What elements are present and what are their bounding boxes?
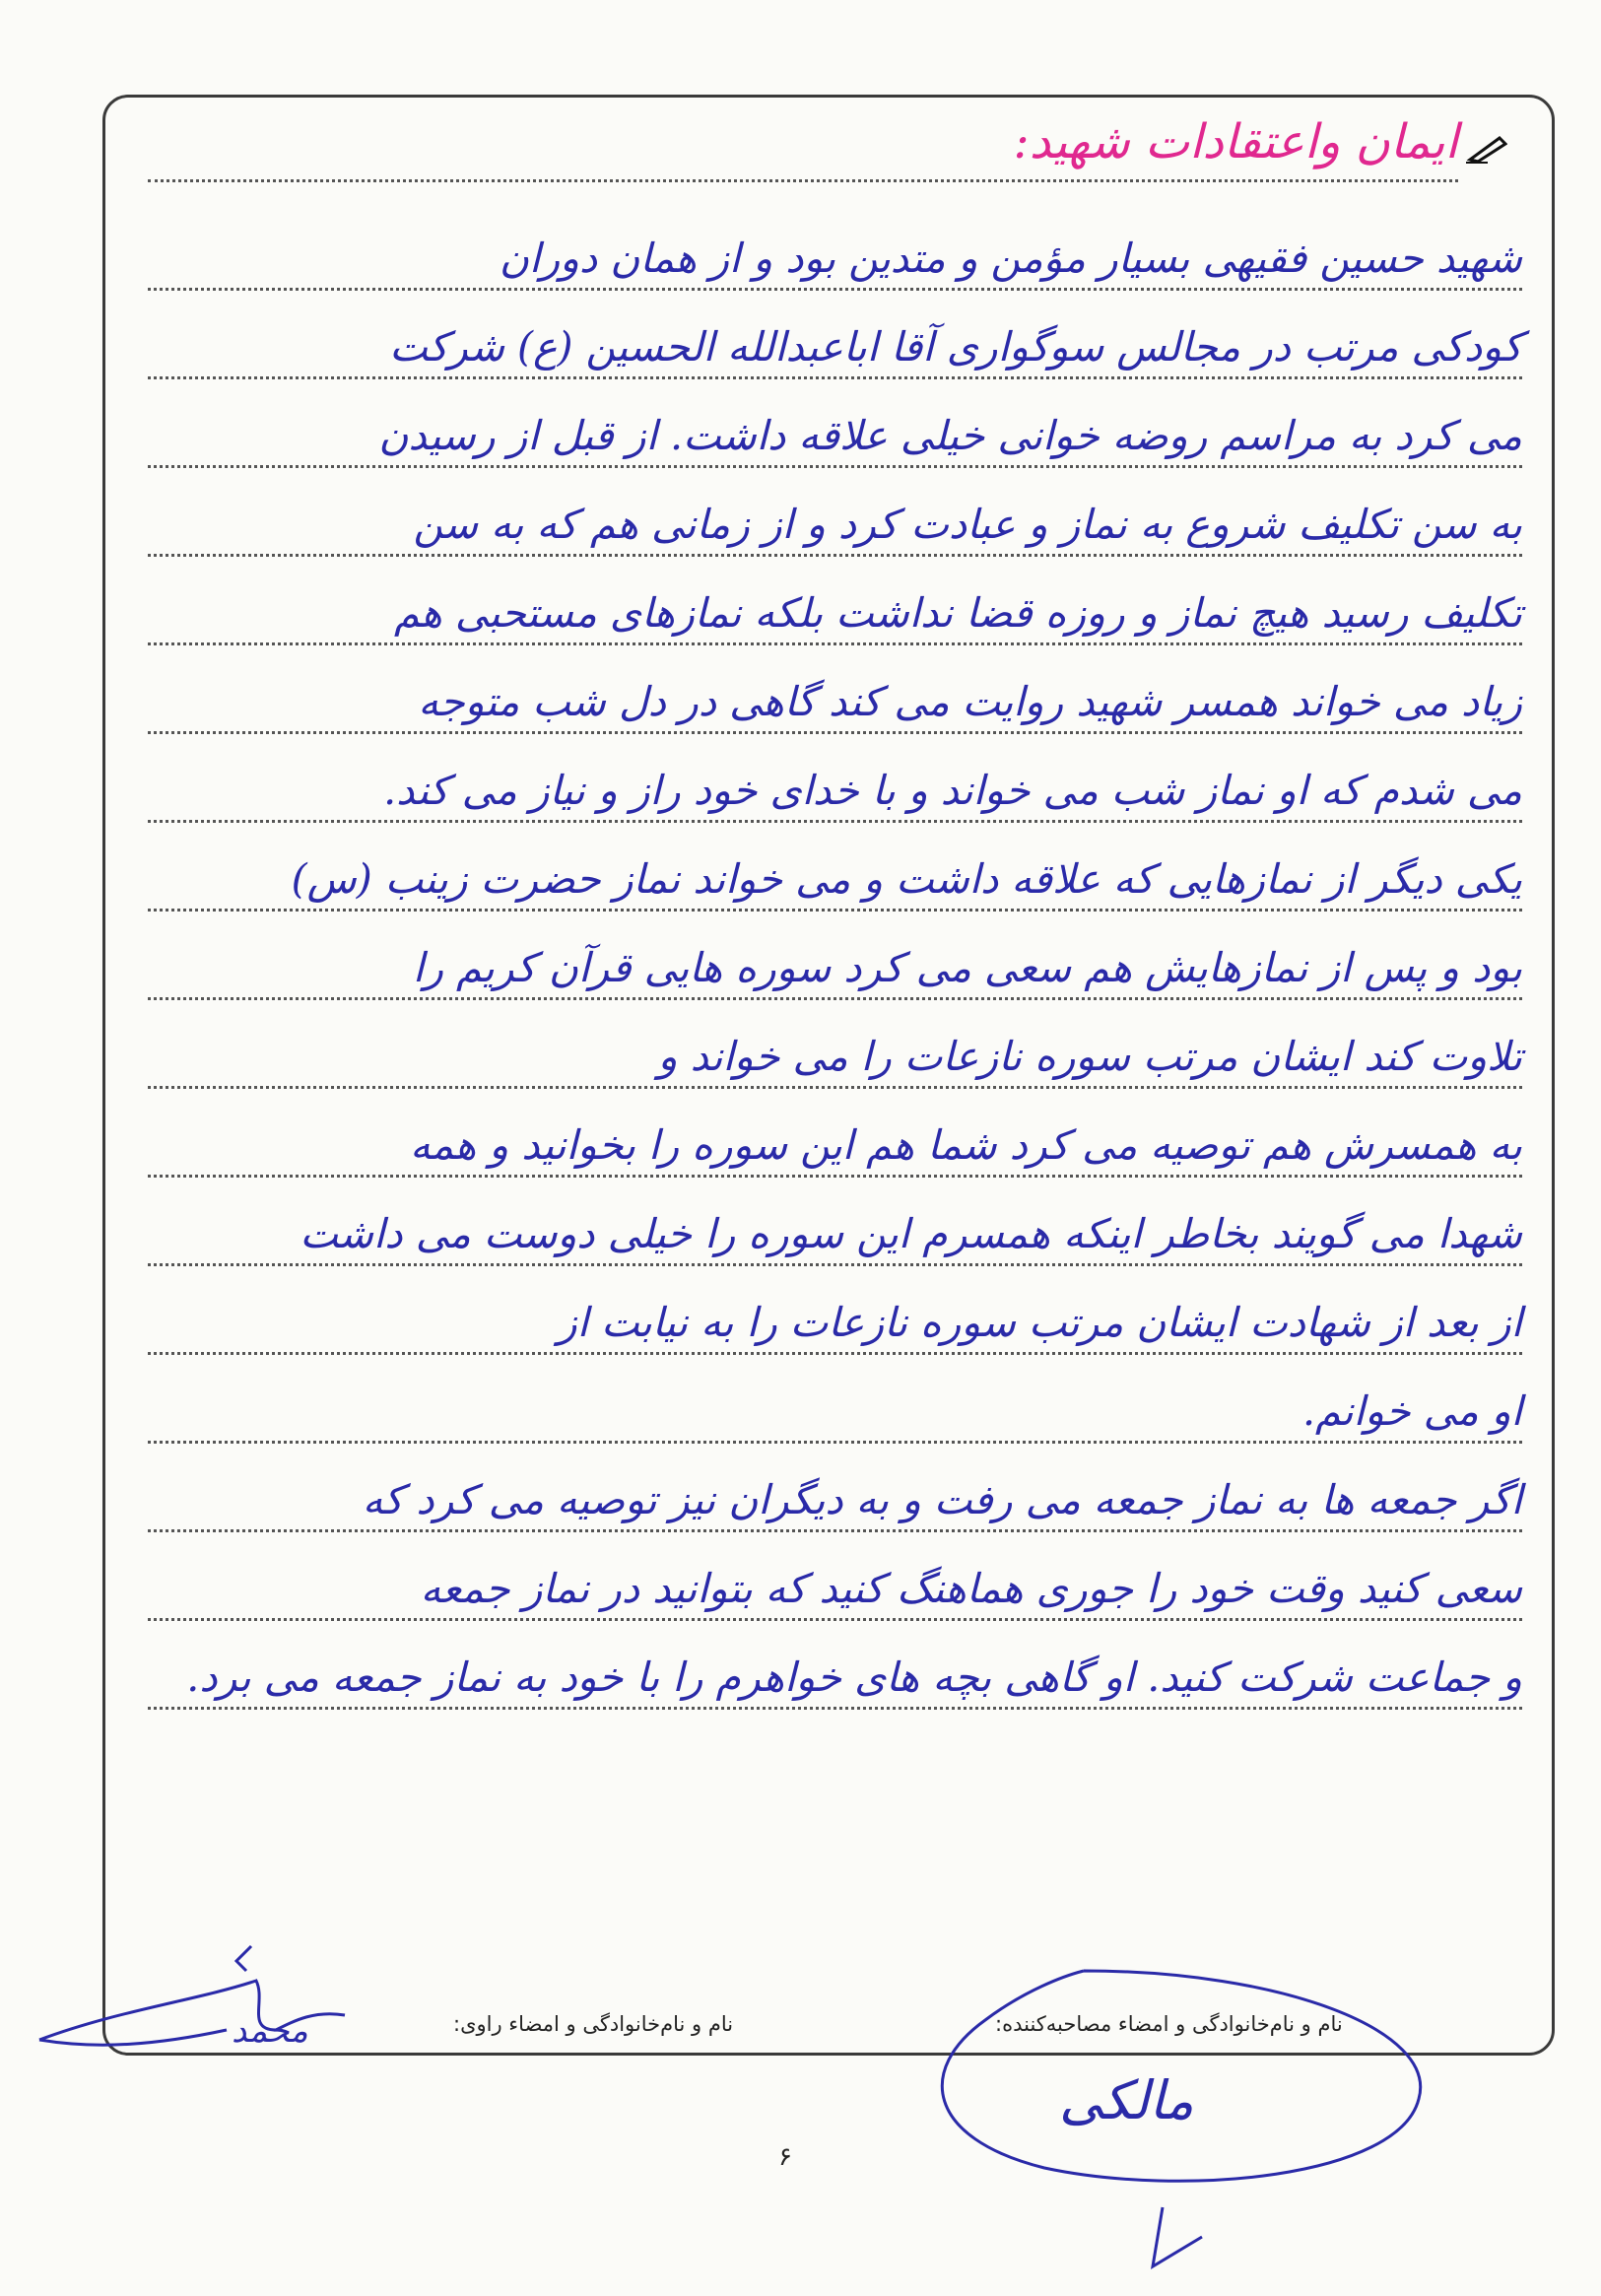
page-title: ایمان واعتقادات شهید: xyxy=(1013,114,1458,169)
line-text: از بعد از شهادت ایشان مرتب سوره نازعات را به نیابت از xyxy=(557,1299,1522,1346)
line-text: می کرد به مراسم روضه خوانی خیلی علاقه داشت. از قبل از رسیدن xyxy=(378,412,1522,459)
narrator-label: نام و نام‌خانوادگی و امضاء راوی: xyxy=(453,2012,734,2036)
line-text: تلاوت کند ایشان مرتب سوره نازعات را می خواند و xyxy=(657,1033,1522,1080)
interviewer-signature-text: مالکی xyxy=(1059,2069,1194,2131)
line-text: می شدم که او نماز شب می خواند و با خدای خود راز و نیاز می کند. xyxy=(383,767,1522,814)
line-text: بود و پس از نمازهایش هم سعی می کرد سوره هایی قرآن کریم را xyxy=(412,944,1522,991)
line-text: اگر جمعه ها به نماز جمعه می رفت و به دیگران نیز توصیه می کرد که xyxy=(362,1476,1522,1523)
line-text: به همسرش هم توصیه می کرد شما هم این سوره را بخوانید و همه xyxy=(410,1121,1522,1169)
line-text: او می خوانم. xyxy=(1301,1387,1522,1435)
line-text: و جماعت شرکت کنید. او گاهی بچه های خواهرم را با خود به نماز جمعه می برد. xyxy=(186,1654,1522,1701)
narrator-name: محمد xyxy=(232,2011,308,2051)
line-text: شهید حسین فقیهی بسیار مؤمن و متدین بود و از همان دوران xyxy=(499,235,1522,282)
line-text: سعی کنید وقت خود را جوری هماهنگ کنید که بتوانید در نماز جمعه xyxy=(420,1565,1522,1612)
line-text: زیاد می خواند همسر شهید روایت می کند گاهی در دل شب متوجه xyxy=(418,678,1522,725)
page-number: ۶ xyxy=(778,2142,792,2172)
line-text: شهدا می گویند بخاطر اینکه همسرم این سوره را خیلی دوست می داشت xyxy=(300,1210,1522,1257)
line-text: تکلیف رسید هیچ نماز و روزه قضا نداشت بلکه نمازهای مستحبی هم xyxy=(393,589,1522,637)
line-text: کودکی مرتب در مجالس سوگواری آقا اباعبدالله الحسین (ع) شرکت xyxy=(389,323,1522,371)
interviewer-label: نام و نام‌خانوادگی و امضاء مصاحبه‌کننده: xyxy=(995,2012,1343,2036)
line-text: یکی دیگر از نمازهایی که علاقه داشت و می خواند نماز حضرت زینب (س) xyxy=(291,855,1522,903)
line-text: به سن تکلیف شروع به نماز و عبادت کرد و از زمانی هم که به سن xyxy=(413,501,1522,548)
